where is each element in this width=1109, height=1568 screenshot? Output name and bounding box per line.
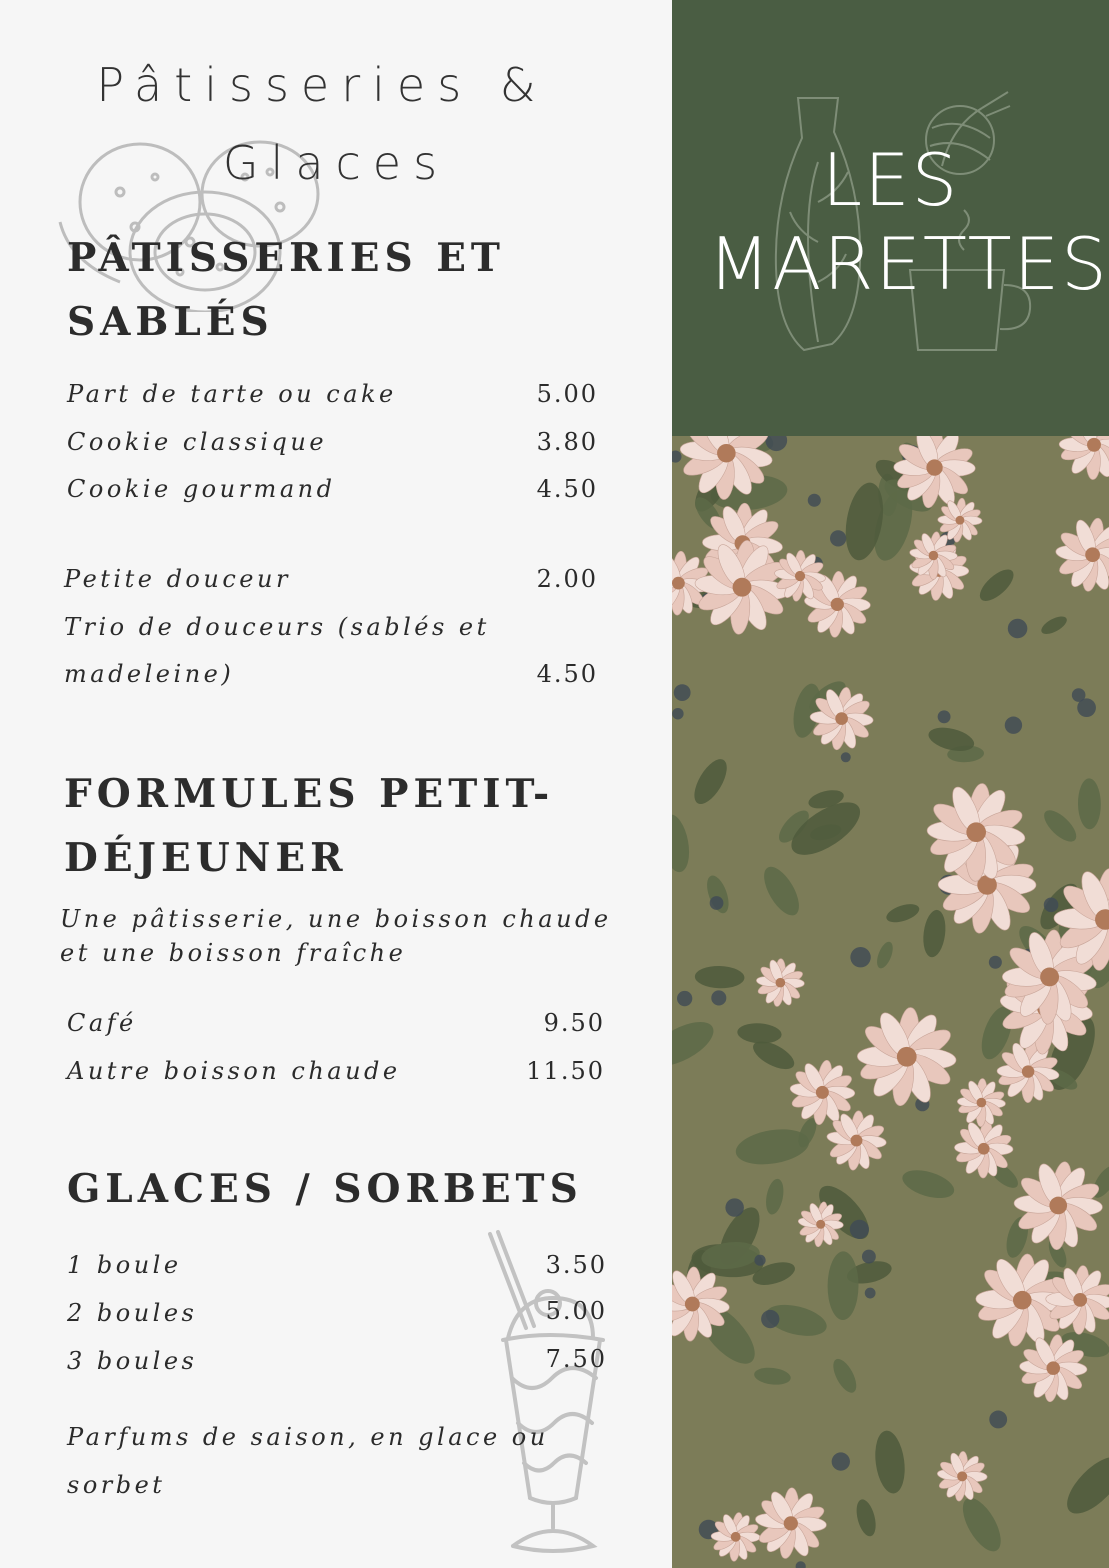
menu-item-name-line2: madeleine) <box>64 660 235 688</box>
menu-item-price: 4.50 <box>536 475 598 503</box>
menu-item-price: 4.50 <box>536 660 598 688</box>
leaf-shape <box>672 1013 720 1075</box>
leaf-shape <box>872 1429 908 1495</box>
floral-pattern <box>672 436 1109 1568</box>
small-blossom <box>1005 717 1022 734</box>
small-blossom <box>938 710 951 723</box>
floral-pattern-background <box>672 436 1109 1568</box>
leaf-shape <box>921 909 948 959</box>
small-blossom <box>841 752 851 762</box>
leaf-shape <box>955 1492 1008 1557</box>
menu-item-price: 2.00 <box>536 565 598 593</box>
daisy-flower <box>755 1488 827 1560</box>
menu-item-name: Cookie gourmand <box>67 475 336 503</box>
daisy-flower <box>711 1512 760 1562</box>
leaf-shape <box>672 812 693 874</box>
heading-line1: FORMULES PETIT- <box>64 771 555 817</box>
glaces-note-line1: Parfums de saison, en glace ou <box>67 1423 549 1451</box>
small-blossom <box>989 1411 1007 1429</box>
daisy-flower <box>957 1078 1006 1127</box>
small-blossom <box>711 990 726 1005</box>
leaf-shape <box>1039 613 1070 638</box>
small-blossom <box>674 684 691 701</box>
small-blossom <box>672 450 681 462</box>
leaf-shape <box>829 1355 861 1396</box>
heading-line2: SABLÉS <box>67 299 274 345</box>
small-blossom <box>754 1255 765 1266</box>
leaf-shape <box>853 1497 879 1538</box>
brand-name-line2: MARETTES <box>708 222 1109 306</box>
formule-description-line2: et une boisson fraîche <box>60 939 407 967</box>
leaf-shape <box>899 1165 957 1204</box>
leaf-shape <box>733 1124 812 1169</box>
brand-name-line1: LES <box>822 138 960 222</box>
small-blossom <box>830 530 846 546</box>
menu-item-price: 7.50 <box>545 1345 607 1373</box>
leaf-shape <box>827 1251 858 1320</box>
leaf-shape <box>874 940 896 971</box>
small-blossom <box>832 1452 850 1470</box>
menu-item-name: Café <box>67 1009 137 1037</box>
small-blossom <box>1008 619 1028 639</box>
leaf-shape <box>1039 805 1081 847</box>
leaf-shape <box>688 754 733 809</box>
daisy-flower <box>1055 517 1109 592</box>
formule-description-line1: Une pâtisserie, une boisson chaude <box>60 905 612 933</box>
menu-item-name: 3 boules <box>67 1347 198 1375</box>
small-blossom <box>1077 698 1096 717</box>
leaf-shape <box>884 901 921 926</box>
menu-item-price: 9.50 <box>543 1009 605 1037</box>
section-heading-formules <box>64 762 554 890</box>
menu-item-price: 11.50 <box>526 1057 605 1085</box>
leaf-shape <box>975 564 1019 606</box>
page-title-line2: Glaces <box>222 136 450 190</box>
daisy-flower <box>756 959 805 1008</box>
small-blossom <box>672 708 683 719</box>
leaf-shape <box>695 965 745 989</box>
leaf-shape <box>1078 778 1102 829</box>
daisy-flower <box>1059 436 1109 480</box>
menu-item-name: 2 boules <box>67 1299 198 1327</box>
heading-line2: DÉJEUNER <box>64 835 348 881</box>
small-blossom <box>710 896 724 910</box>
menu-item-name: 1 boule <box>67 1251 182 1279</box>
menu-item-name: Cookie classique <box>67 428 328 456</box>
heading-line1: PÂTISSERIES ET <box>67 235 505 281</box>
leaf-shape <box>763 1177 786 1216</box>
menu-item-name: Petite douceur <box>64 565 291 593</box>
section-heading-glaces: GLACES / SORBETS <box>67 1166 583 1212</box>
brand-block <box>672 0 1109 436</box>
leaf-shape <box>753 1366 791 1387</box>
menu-item-name-line1: Trio de douceurs (sablés et <box>64 613 490 641</box>
small-blossom <box>677 991 692 1006</box>
leaf-shape <box>737 1022 783 1045</box>
menu-item-name: Autre boisson chaude <box>67 1057 401 1085</box>
glaces-note-line2: sorbet <box>67 1471 166 1499</box>
small-blossom <box>808 494 821 507</box>
menu-item-price: 5.00 <box>536 380 598 408</box>
small-blossom <box>850 947 870 967</box>
small-blossom <box>865 1288 876 1299</box>
menu-item-price: 3.50 <box>545 1251 607 1279</box>
section-heading-patisseries <box>67 226 505 354</box>
daisy-flower <box>997 1040 1060 1103</box>
page-title-line1: Pâtisseries & <box>96 58 548 112</box>
small-blossom <box>725 1198 743 1216</box>
small-blossom <box>1044 898 1059 913</box>
small-blossom <box>862 1250 876 1264</box>
daisy-flower <box>937 1451 987 1502</box>
leaf-shape <box>757 861 806 920</box>
small-blossom <box>796 1561 806 1568</box>
leaf-shape <box>1058 1448 1109 1523</box>
menu-item-price: 5.00 <box>545 1297 607 1325</box>
daisy-flower <box>857 1007 957 1107</box>
menu-item-price: 3.80 <box>536 428 598 456</box>
menu-item-name: Part de tarte ou cake <box>67 380 397 408</box>
small-blossom <box>850 1220 869 1239</box>
small-blossom <box>989 956 1002 969</box>
small-blossom <box>761 1310 779 1328</box>
